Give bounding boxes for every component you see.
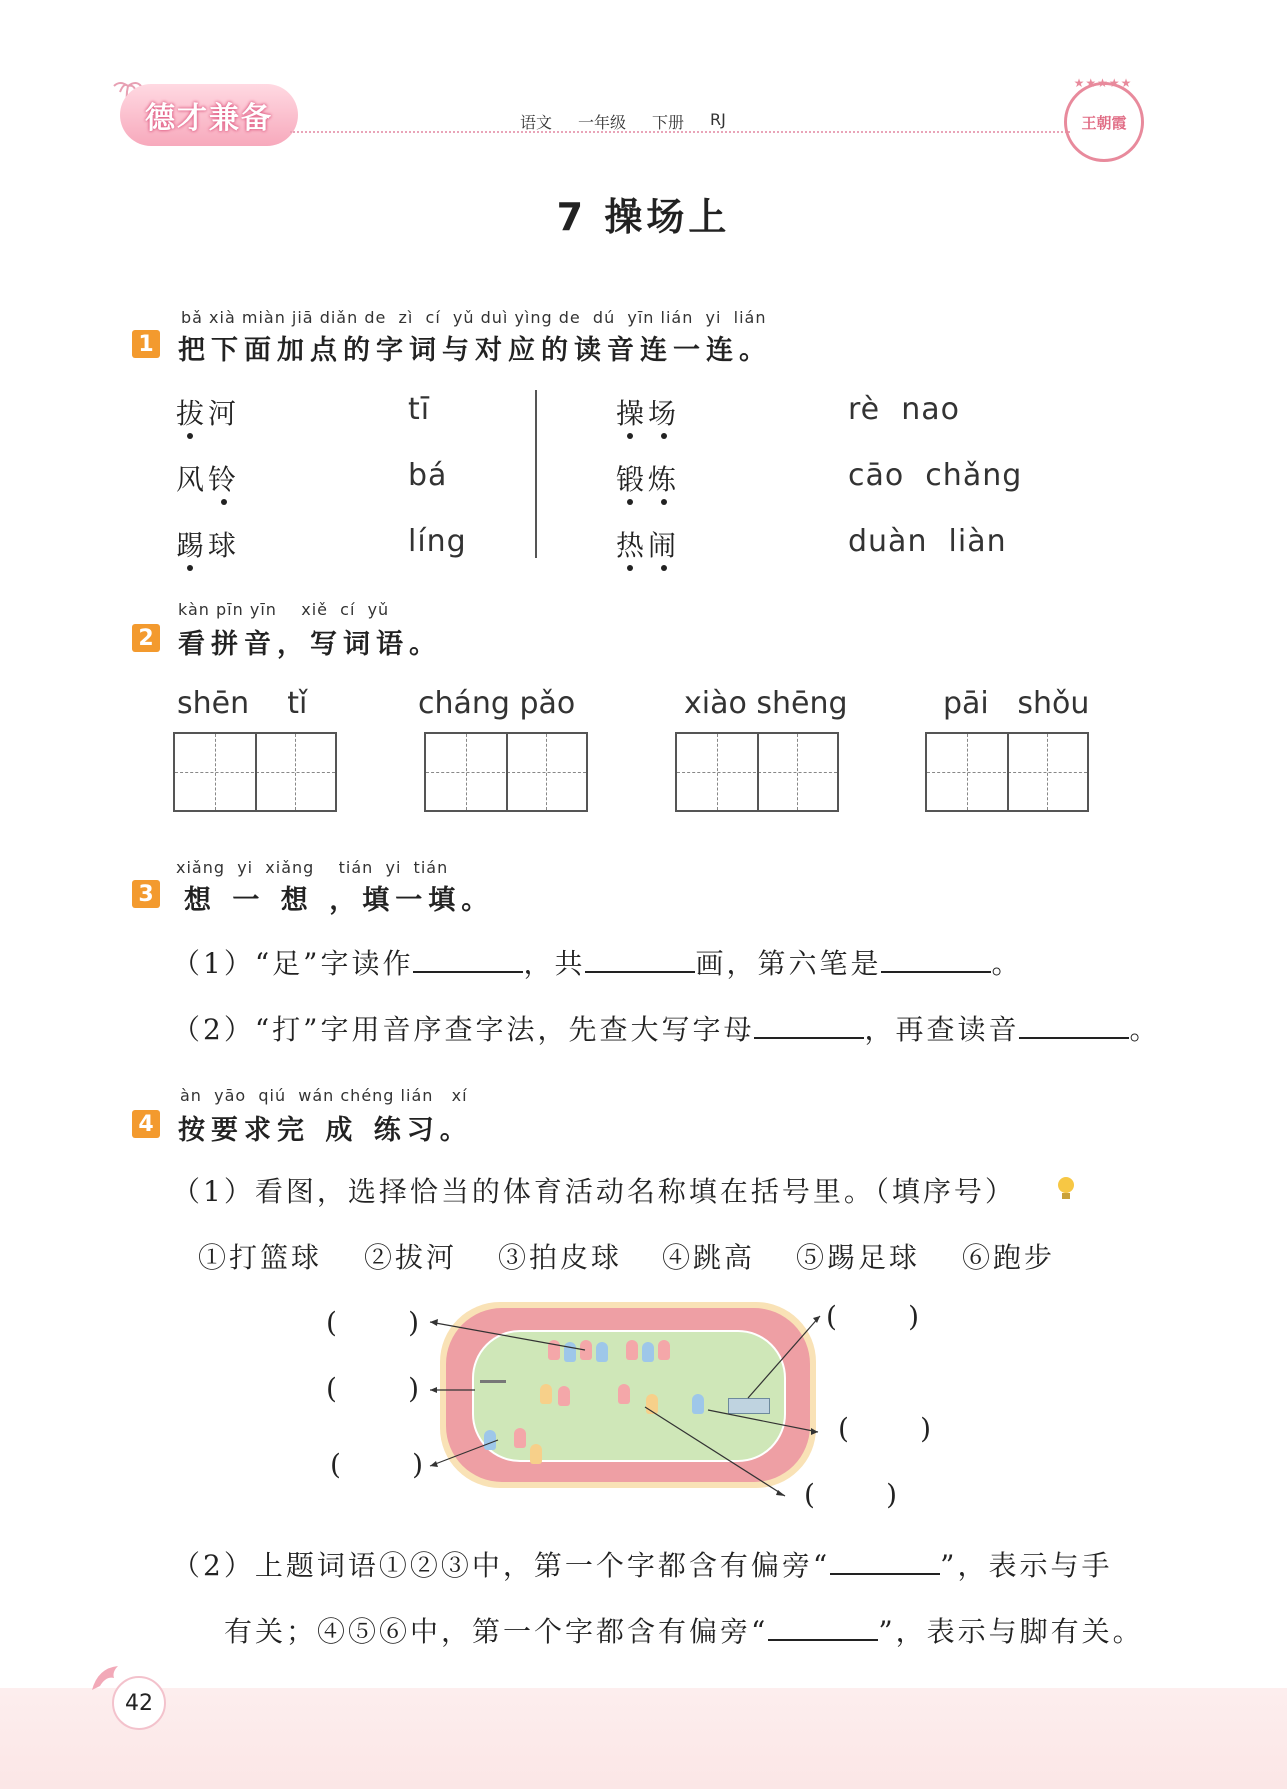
option-item: ②拔河 xyxy=(364,1241,458,1274)
q2-item-pinyin: xiào shēng xyxy=(684,686,848,721)
q3-line-1-text: 画，第六笔是 xyxy=(695,947,882,980)
q1-left-word: 踢球 xyxy=(176,529,241,562)
q4-sub2-text: （2）上题词语①②③中，第一个字都含有偏旁“ xyxy=(172,1549,831,1582)
q1-left-pinyin: bá xyxy=(408,458,448,493)
answer-parentheses[interactable]: ( ) xyxy=(838,1412,932,1445)
q1-right-word: 锻炼 xyxy=(616,463,681,496)
q1-right-word: 热闹 xyxy=(616,529,681,562)
answer-parentheses[interactable]: ( ) xyxy=(326,1372,420,1405)
page-title: 7 操场上 xyxy=(556,195,731,239)
q2-item-pinyin: shēn tǐ xyxy=(177,686,308,721)
q4-pinyin: àn yāo qiú wán chéng lián xí xyxy=(180,1086,468,1105)
q2-pinyin: kàn pīn yīn xiě cí yǔ xyxy=(178,600,390,619)
q2-item-pinyin: pāi shǒu xyxy=(943,686,1090,721)
q1-left-pinyin: tī xyxy=(408,392,431,427)
seal-stars-icon: ★★★★★ xyxy=(1073,76,1133,90)
q1-number-badge: 1 xyxy=(132,330,160,358)
q4-number-badge: 4 xyxy=(132,1110,160,1138)
footer-band xyxy=(0,1688,1287,1789)
q3-pinyin: xiǎng yi xiǎng tián yi tián xyxy=(176,858,449,877)
q3-line-1-text: ，共 xyxy=(523,947,586,980)
option-item: ④跳高 xyxy=(662,1241,756,1274)
answer-parentheses[interactable]: ( ) xyxy=(804,1478,898,1511)
q3-line-1-text: （1）“足”字读作 xyxy=(172,947,414,980)
q4-sub2-text: ”，表示与手 xyxy=(940,1549,1113,1582)
q1-right-pinyin: rè nao xyxy=(848,392,960,427)
q3-heading: 想 一 想 ，填一填。 xyxy=(184,885,495,916)
q1-left-pinyin: líng xyxy=(408,524,467,559)
answer-blank[interactable] xyxy=(830,1547,940,1575)
q3-line-1-text: 。 xyxy=(991,947,1023,980)
header-edition: RJ xyxy=(710,110,726,129)
q4-heading: 按要求完 成 练习。 xyxy=(178,1115,473,1146)
q1-right-pinyin: cāo chǎng xyxy=(848,458,1023,493)
logo: 德才兼备 xyxy=(120,84,298,146)
q3-number-badge: 3 xyxy=(132,880,160,908)
header-subject: 语文 xyxy=(520,113,553,132)
q1-pinyin: bǎ xià miàn jiā diǎn de zì cí yǔ duì yìng de dú yīn lián yi lián xyxy=(181,308,767,327)
q4-sub2-text: ”，表示与脚有关。 xyxy=(878,1615,1144,1648)
q1-left-word: 风铃 xyxy=(176,463,241,496)
q3-line-2-text: ，再查读音 xyxy=(864,1013,1020,1046)
answer-parentheses[interactable]: ( ) xyxy=(826,1300,920,1333)
q4-sub2-line-1 xyxy=(172,1544,1112,1584)
option-item: ①打篮球 xyxy=(198,1241,323,1274)
q1-heading: 把下面加点的字词与对应的读音连一连。 xyxy=(178,335,772,366)
option-item: ③拍皮球 xyxy=(498,1241,623,1274)
q1-right-pinyin: duàn liàn xyxy=(848,524,1007,559)
q1-left-word: 拔河 xyxy=(176,397,241,430)
q2-heading: 看拼音，写词语。 xyxy=(178,629,442,660)
page-number: 42 xyxy=(112,1676,166,1730)
answer-blank[interactable] xyxy=(768,1613,878,1641)
answer-parentheses[interactable]: ( ) xyxy=(330,1448,424,1481)
header-volume: 下册 xyxy=(652,113,685,132)
option-item: ⑥跑步 xyxy=(962,1241,1056,1274)
q2-number-badge: 2 xyxy=(132,624,160,652)
q3-line-2-text: （2）“打”字用音序查字法，先查大写字母 xyxy=(172,1013,755,1046)
option-item: ⑤踢足球 xyxy=(796,1241,921,1274)
q4-sub2-text: 有关；④⑤⑥中，第一个字都含有偏旁“ xyxy=(224,1615,769,1648)
q1-right-word: 操场 xyxy=(616,397,681,430)
q2-item-pinyin: cháng pǎo xyxy=(418,686,576,721)
header-grade: 一年级 xyxy=(578,113,627,132)
q4-sub2-line-2 xyxy=(224,1610,1144,1650)
q3-line-2-text: 。 xyxy=(1129,1013,1161,1046)
answer-parentheses[interactable]: ( ) xyxy=(326,1306,420,1339)
q4-sub1: （1）看图，选择恰当的体育活动名称填在括号里。（填序号） xyxy=(172,1175,1016,1208)
seal-text: 王朝霞 xyxy=(1081,113,1127,132)
